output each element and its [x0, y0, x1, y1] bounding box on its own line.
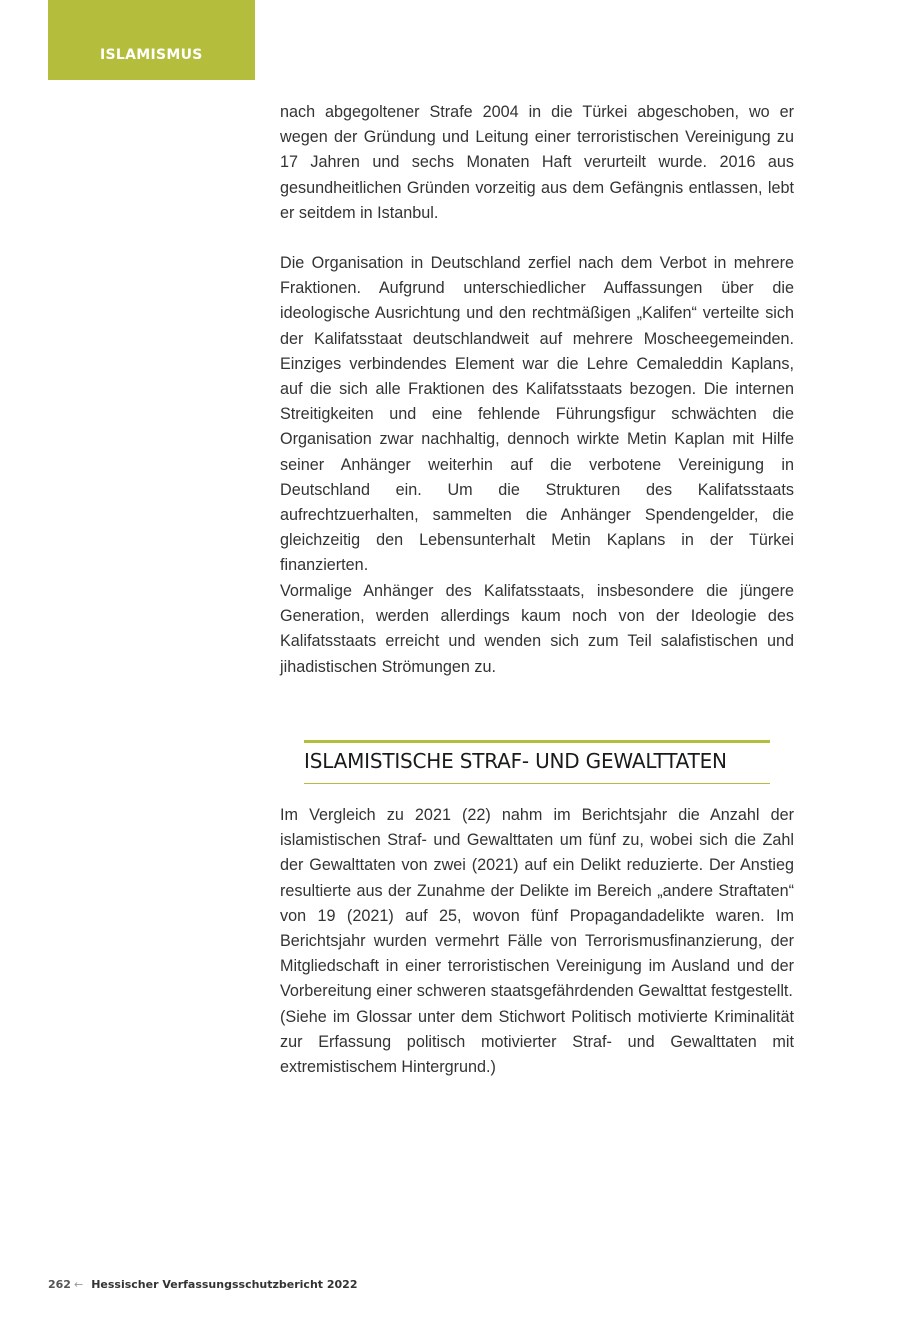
section-tab	[48, 0, 255, 80]
paragraph-4	[280, 803, 794, 1080]
section-heading-box	[304, 740, 770, 784]
page-footer	[48, 1278, 358, 1291]
section-heading: ISLAMISTISCHE STRAF- UND GEWALTTATEN	[304, 749, 727, 773]
publication-title: Hessischer Verfassungsschutzbericht 2022	[91, 1278, 358, 1291]
paragraph-1: nach abgegoltener Strafe 2004 in die Türkei abgeschoben, wo er wegen der Gründung und Leitung einer terroristischen Vereinigung zu 17 Jahren und sechs Monaten Haft verurteilt wurde. 2016 aus gesundheitlichen Gründen vorzeitig aus dem Gefängnis entlassen, lebt er seitdem in Istanbul.	[280, 103, 794, 222]
section-label: ISLAMISMUS	[100, 47, 203, 63]
arrow-left-icon[interactable]: ←	[73, 1278, 84, 1291]
paragraph-5-text: (Siehe im Glossar unter dem Stichwort Politisch motivierte Kriminalität zur Erfassung politisch motivierter Straf- und Gewalttaten mit extremistischem Hintergrund.)	[280, 1007, 794, 1077]
paragraph-2: Die Organisation in Deutschland zerfiel nach dem Verbot in mehrere Fraktionen. Aufgrund unterschiedlicher Auffassungen über die ideologische Ausrichtung und den rechtmäßigen „Kalifen“ verteilte sich der Kalifatsstaat deutschlandweit auf mehrere Moscheegemeinden. Einziges verbindendes Element war die Lehre Cemaleddin Kaplans, auf die sich alle Fraktionen des Kalifatsstaats bezogen. Die internen Streitigkeiten und eine fehlende Führungsfigur schwächten die Organisation zwar nachhaltig, dennoch wirkte Metin Kaplan mit Hilfe seiner Anhänger weiterhin auf die verbotene Vereinigung in Deutschland ein. Um die Strukturen des Kalifatsstaats aufrechtzuerhalten, sammelten die Anhänger Spendengelder, die gleichzeitig den Lebensunterhalt Metin Kaplans in der Türkei finanzierten.	[280, 254, 794, 575]
paragraph-3: Vormalige Anhänger des Kalifatsstaats, insbesondere die jüngere Generation, werden allerdings kaum noch von der Ideologie des Kalifatsstaats erreicht und wenden sich zum Teil salafistischen und jihadistischen Strömungen zu.	[280, 582, 794, 676]
paragraph-4-text: Im Vergleich zu 2021 (22) nahm im Berichtsjahr die Anzahl der islamistischen Straf- und Gewalttaten um fünf zu, wobei sich die Zahl der Gewalttaten von zwei (2021) auf ein Delikt reduzierte. Der Anstieg resultierte aus der Zunahme der Delikte im Bereich „andere Straftaten“ von 19 (2021) auf 25, wovon fünf Propagandadelikte waren. Im Berichtsjahr wurden vermehrt Fälle von Terrorismusfinanzierung, der Mitgliedschaft in einer terroristischen Vereinigung im Ausland und der Vorbereitung einer schweren staatsgefährdenden Gewalttat festgestellt.	[280, 806, 794, 1001]
page-number: 262	[48, 1278, 71, 1291]
